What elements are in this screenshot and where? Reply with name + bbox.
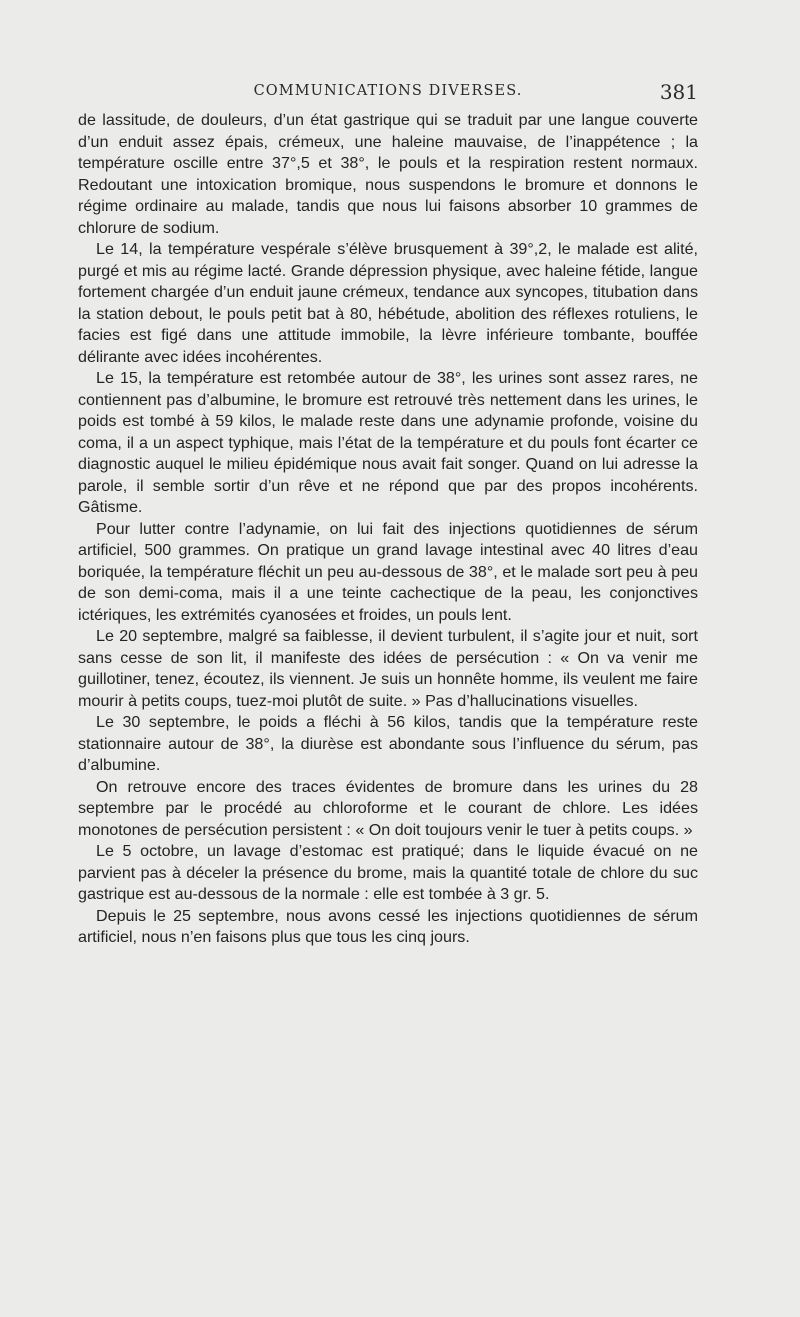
paragraph-since-25-september: Depuis le 25 septembre, nous avons cessé les injections quotidiennes de sérum artificiel, nous n’en faisons plus que tous les cinq jours. [78, 906, 698, 946]
paragraph-14th: Le 14, la température vespérale s’élève brusquement à 39°,2, le malade est alité, purgé et mis au régime lacté. Grande dépression physique, avec haleine fétide, langue fortement chargée d’un enduit jaune crémeux, tendance aux syncopes, titubation dans la station debout, le pouls petit bat à 80, hébétude, abolition des réflexes rotuliens, le facies est figé dans une attitude immobile, la lèvre inférieure tombante, bouffée délirante avec idées incohérentes. [78, 240, 698, 366]
paragraph-bromide-traces: On retrouve encore des traces évidentes de bromure dans les urines du 28 septembre par le procédé au chloroforme et le courant de chlore. Les idées monotones de persécution persistent : « On doit toujours venir le tuer à petits coups. » [78, 777, 698, 839]
paragraph-20-september: Le 20 septembre, malgré sa faiblesse, il devient turbulent, il s’agite jour et nuit, sort sans cesse de son lit, il manifeste des idées de persécution : « On va venir me guillotiner, tenez, écoutez, ils viennent. Je suis un honnête homme, ils veulent me faire mourir à petits coups, tuez-moi plutôt de suite. » Pas d’hallucinations visuelles. [78, 627, 698, 710]
page-number: 381 [659, 80, 698, 104]
paragraph-30-september: Le 30 septembre, le poids a fléchi à 56 kilos, tandis que la température reste stationnaire autour de 38°, la diurèse est abondante sous l’influence du sérum, pas d’albumine. [78, 713, 698, 774]
paragraph-15th: Le 15, la température est retombée autour de 38°, les urines sont assez rares, ne contiennent pas d’albumine, le bromure est retrouvé très nettement dans les urines, le poids est tombé à 59 kilos, le malade reste dans une adynamie profonde, voisine du coma, il a un aspect typhique, mais l’état de la température et du pouls font écarter ce diagnostic auquel le milieu épidémique nous avait fait songer. Quand on lui adresse la parole, il semble sortir d’un rêve et ne répond que par des propos incohérents. Gâtisme. [78, 369, 698, 516]
paragraph-5-october: Le 5 octobre, un lavage d’estomac est pratiqué; dans le liquide évacué on ne parvient pas à déceler la présence du brome, mais la quantité totale de chlore du suc gastrique est au-dessous de la normale : elle est tombée à 3 gr. 5. [78, 842, 698, 903]
running-title: COMMUNICATIONS DIVERSES. [253, 83, 523, 99]
running-head [78, 80, 698, 106]
body-text [78, 110, 698, 949]
paragraph-continuation: de lassitude, de douleurs, d’un état gastrique qui se traduit par une langue couverte d’un enduit assez épais, crémeux, une haleine mauvaise, de l’inappétence ; la température oscille entre 37°,5 et 38°, le pouls et la respiration restent normaux. Redoutant une intoxication bromique, nous suspendons le bromure et donnons le régime ordinaire au malade, tandis que nous lui faisons absorber 10 grammes de chlorure de sodium. [78, 111, 698, 237]
paragraph-adynamia-treatment: Pour lutter contre l’adynamie, on lui fait des injections quotidiennes de sérum artificiel, 500 grammes. On pratique un grand lavage intestinal avec 40 litres d’eau boriquée, la température fléchit un peu au-dessous de 38°, et le malade sort peu à peu de son demi-coma, mais il a une teinte cachectique de la peau, les conjonctives ictériques, les extrémités cyanosées et froides, un pouls lent. [78, 519, 698, 624]
